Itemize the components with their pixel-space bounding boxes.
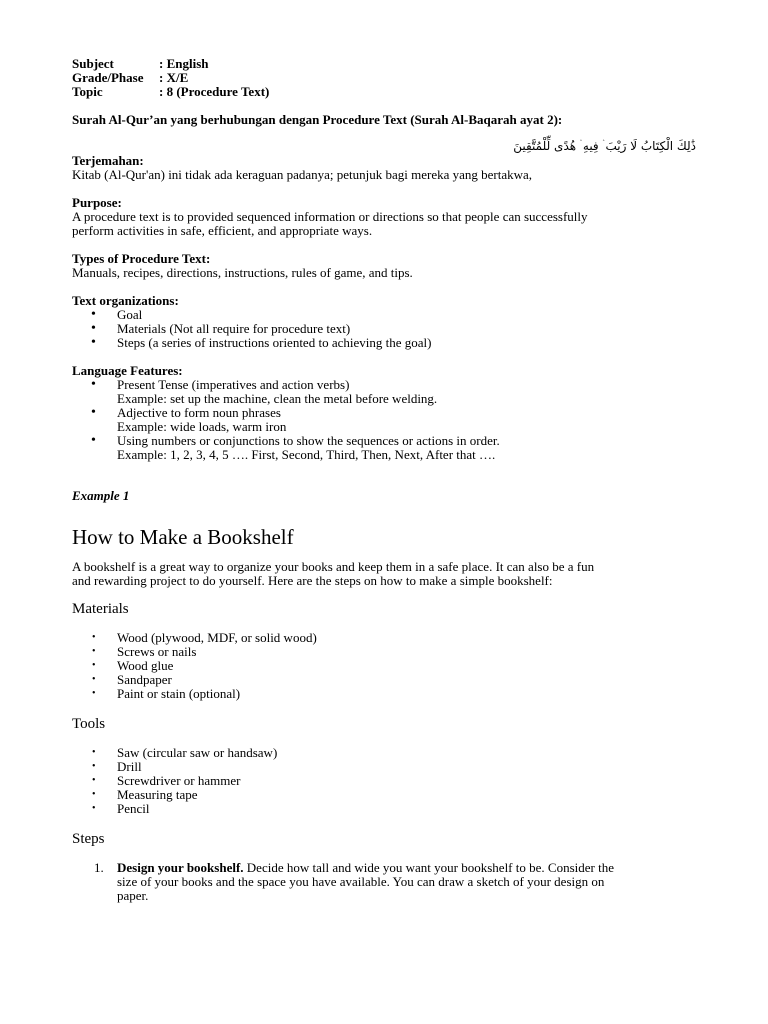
purpose-section	[72, 196, 696, 238]
step-title: Design your bookshelf.	[117, 860, 244, 875]
feature-text: • Using numbers or conjunctions to show the sequences or actions in order.	[117, 433, 500, 448]
list-item: • Wood glue	[72, 659, 696, 673]
feature-example: Example: set up the machine, clean the metal before welding.	[117, 391, 438, 406]
article-intro-line-1: A bookshelf is a great way to organize your books and keep them in a safe place. It can also be a fun	[72, 559, 595, 574]
document-page	[72, 57, 696, 903]
list-item: • Materials (Not all require for procedure text)	[72, 322, 696, 336]
types-text: Manuals, recipes, directions, instructions, rules of game, and tips.	[72, 265, 413, 280]
language-label: Language Features:	[72, 363, 183, 378]
language-list	[72, 378, 696, 462]
list-item: • Drill	[72, 760, 696, 774]
article-title: How to Make a Bookshelf	[72, 525, 294, 549]
organizations-list	[72, 308, 696, 350]
list-item: • Screws or nails	[72, 645, 696, 659]
list-item: • Goal	[72, 308, 696, 322]
list-item	[72, 406, 696, 434]
translation-text: Kitab (Al-Qur'an) ini tidak ada keraguan padanya; petunjuk bagi mereka yang bertakwa,	[72, 167, 533, 182]
tools-list	[72, 746, 696, 816]
meta-topic	[72, 85, 696, 99]
grade-label: Grade/Phase	[72, 70, 144, 85]
example-label: Example 1	[72, 488, 130, 503]
step-line-3: paper.	[117, 888, 149, 903]
tools-heading: Tools	[72, 716, 106, 732]
purpose-line-1: A procedure text is to provided sequenced information or directions so that people can successfully	[72, 209, 588, 224]
list-item	[72, 434, 696, 462]
list-item	[72, 378, 696, 406]
materials-list	[72, 631, 696, 701]
step-line-2: size of your books and the space you have available. You can draw a sketch of your design on	[117, 874, 605, 889]
feature-example: Example: 1, 2, 3, 4, 5 …. First, Second, Third, Then, Next, After that ….	[117, 447, 496, 462]
meta-grade	[72, 71, 696, 85]
feature-example: Example: wide loads, warm iron	[117, 419, 287, 434]
surah-heading: Surah Al-Qur’an yang berhubungan dengan Procedure Text (Surah Al-Baqarah ayat 2):	[72, 112, 563, 127]
step-line-1	[117, 861, 696, 875]
purpose-label: Purpose:	[72, 195, 122, 210]
grade-value: : X/E	[159, 70, 189, 85]
list-item: • Screwdriver or hammer	[72, 774, 696, 788]
materials-heading: Materials	[72, 601, 129, 617]
purpose-line-2: perform activities in safe, efficient, and appropriate ways.	[72, 223, 373, 238]
subject-label: Subject	[72, 56, 114, 71]
translation-label: Terjemahan:	[72, 153, 144, 168]
types-section	[72, 252, 696, 280]
feature-text: • Present Tense (imperatives and action verbs)	[117, 377, 350, 392]
topic-value: : 8 (Procedure Text)	[159, 84, 270, 99]
subject-value: : English	[159, 56, 209, 71]
article-intro-line-2: and rewarding project to do yourself. Here are the steps on how to make a simple bookshelf:	[72, 573, 553, 588]
step-number: 1.	[94, 860, 104, 875]
feature-text: • Adjective to form noun phrases	[117, 405, 281, 420]
organizations-section	[72, 294, 696, 350]
organizations-label: Text organizations:	[72, 293, 179, 308]
meta-subject	[72, 57, 696, 71]
list-item: • Steps (a series of instructions oriented to achieving the goal)	[72, 336, 696, 350]
topic-label: Topic	[72, 84, 103, 99]
types-label: Types of Procedure Text:	[72, 251, 211, 266]
list-item: • Paint or stain (optional)	[72, 687, 696, 701]
steps-list	[72, 861, 696, 903]
language-section	[72, 364, 696, 462]
list-item: • Wood (plywood, MDF, or solid wood)	[72, 631, 696, 645]
step-text: Decide how tall and wide you want your bookshelf to be. Consider the	[243, 860, 614, 875]
arabic-verse: ذَٰلِكَ الْكِتَابُ لَا رَيْبَ ۛ فِيهِ ۛ هُدًى لِّلْمُتَّقِينَ	[513, 139, 696, 153]
list-item: • Pencil	[72, 802, 696, 816]
list-item: • Saw (circular saw or handsaw)	[72, 746, 696, 760]
meta-block	[72, 57, 696, 99]
steps-heading: Steps	[72, 831, 105, 847]
list-item	[72, 861, 696, 903]
list-item: • Sandpaper	[72, 673, 696, 687]
list-item: • Measuring tape	[72, 788, 696, 802]
